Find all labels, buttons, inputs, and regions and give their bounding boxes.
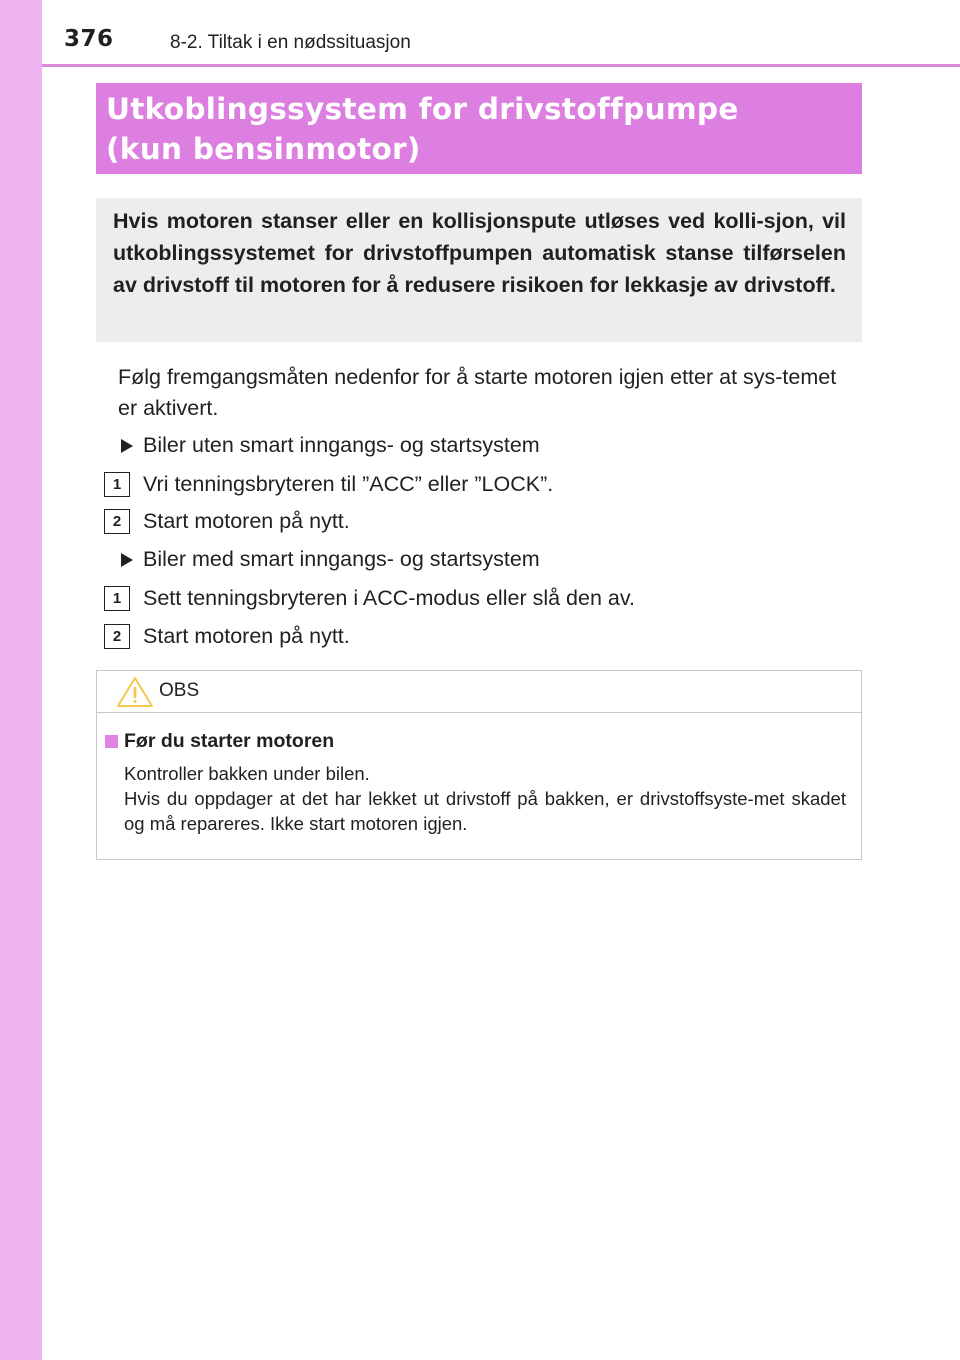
title-line-2: (kun bensinmotor) <box>106 132 421 166</box>
intro-box <box>96 198 862 342</box>
intro-text: Hvis motoren stanser eller en kollisjonspute utløses ved kolli-sjon, vil utkoblingssystemet for drivstoffpumpen automatisk stanse tilførselen av drivstoff til motoren for å redusere risikoen for lekkasje av drivstoff. <box>113 209 846 297</box>
header-rule <box>42 64 960 67</box>
page-number: 376 <box>64 26 114 52</box>
caution-line: Kontroller bakken under bilen. <box>124 763 370 784</box>
chapter-title-banner <box>96 83 862 174</box>
caution-line: Hvis du oppdager at det har lekket ut drivstoff på bakken, er drivstoffsyste-met skadet og må repareres. Ikke start motoren igjen. <box>124 788 846 834</box>
step-text: Start motoren på nytt. <box>143 509 350 533</box>
caution-text <box>124 761 846 836</box>
warning-triangle-icon <box>115 675 155 709</box>
arrow-bullet-icon <box>121 439 133 453</box>
caution-box <box>96 670 862 860</box>
caution-label: OBS <box>159 680 200 701</box>
body-paragraph: Følg fremgangsmåten nedenfor for å starte motoren igjen etter at sys-temet er aktivert. <box>118 365 837 420</box>
section-title: 8-2. Tiltak i en nødssituasjon <box>170 32 411 53</box>
step-number-badge: 2 <box>104 624 130 649</box>
caution-title: Før du starter motoren <box>124 730 335 752</box>
procedure-heading-text: Biler med smart inngangs- og startsystem <box>143 547 540 571</box>
step-text: Sett tenningsbryteren i ACC-modus eller slå den av. <box>143 586 635 610</box>
arrow-bullet-icon <box>121 553 133 567</box>
caution-header <box>97 671 861 713</box>
procedure-heading-text: Biler uten smart inngangs- og startsystem <box>143 433 540 457</box>
step-text: Vri tenningsbryteren til ”ACC” eller ”LOCK”. <box>143 472 554 496</box>
step-number-badge: 1 <box>104 586 130 611</box>
side-tab-strip <box>0 0 42 1360</box>
step-number-badge: 1 <box>104 472 130 497</box>
step-text: Start motoren på nytt. <box>143 624 350 648</box>
square-bullet-icon <box>105 735 118 748</box>
step-number-badge: 2 <box>104 509 130 534</box>
title-line-1: Utkoblingssystem for drivstoffpumpe <box>106 92 739 126</box>
